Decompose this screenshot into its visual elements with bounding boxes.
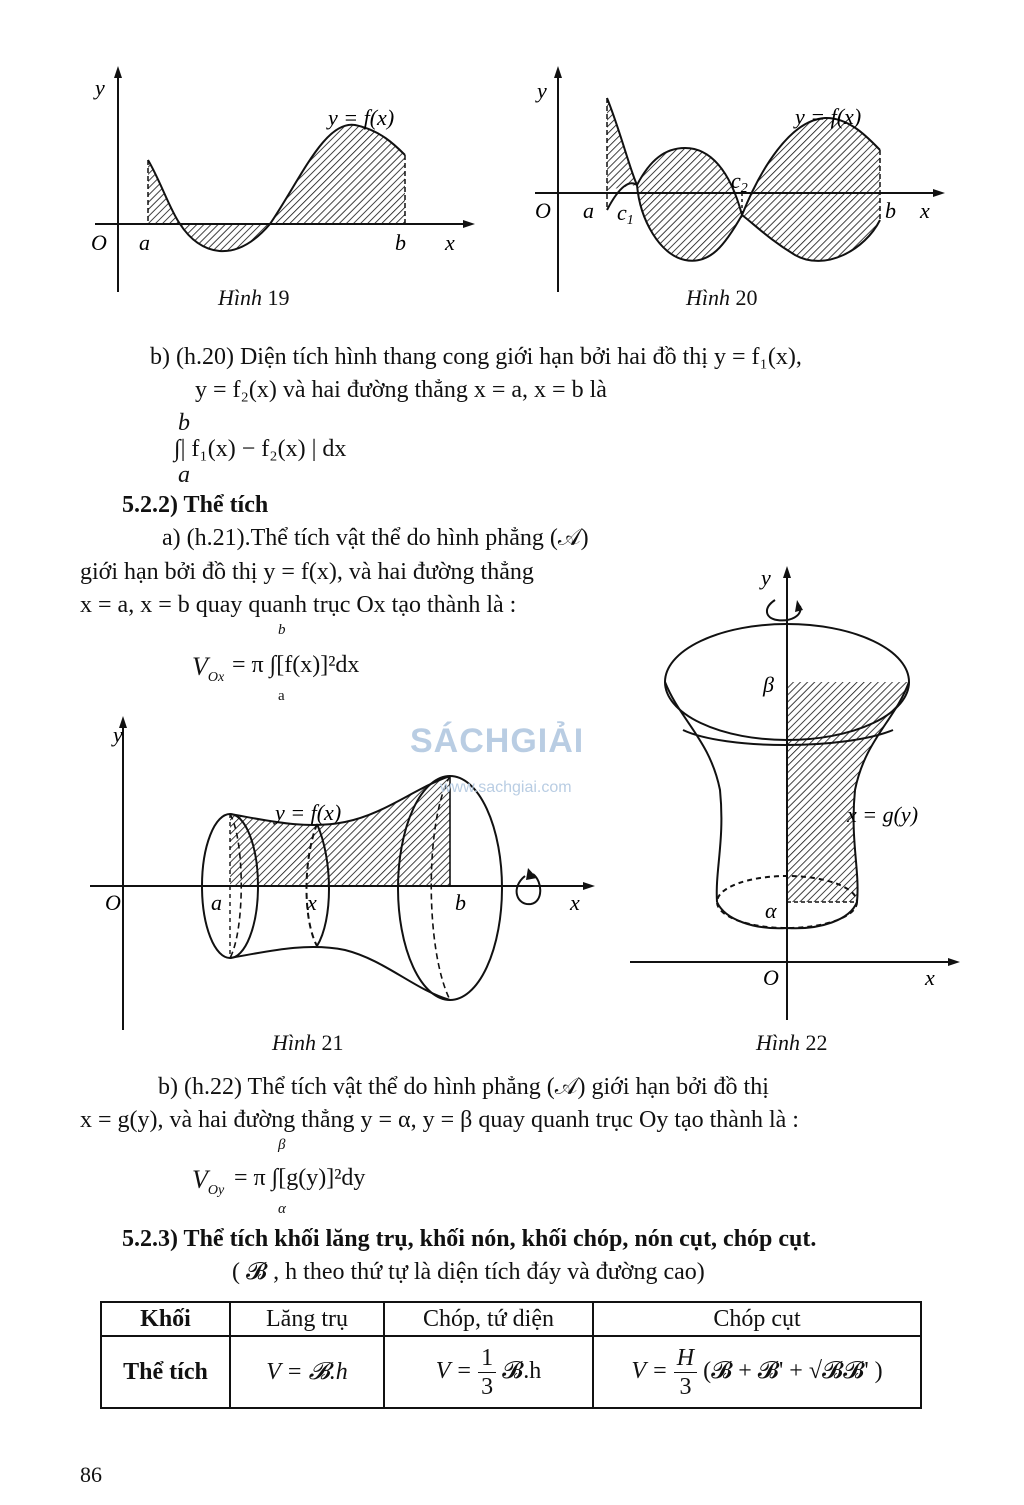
fig20-xlabel: x [920, 198, 930, 223]
fig19-caption-word: Hình [218, 285, 262, 310]
fig21-shaded-area [230, 776, 450, 886]
figure-22 [625, 560, 965, 1035]
figure-19 [85, 60, 485, 320]
fig19-func-label: y = f(x) [328, 105, 395, 130]
fig20-c1: c1 [617, 200, 634, 228]
fig20-caption-num: 20 [735, 285, 758, 310]
fig21-ylabel: y [113, 722, 123, 747]
table-cell-prism: V = 𝓑.h [230, 1336, 384, 1408]
fig21-x: x [307, 890, 317, 915]
fig21-caption [272, 1030, 344, 1056]
fig19-xlabel: x [445, 230, 455, 255]
fig22-beta: β [763, 672, 774, 697]
section-b1-line2: y = f₂(x) và hai đường thẳng x = a, x = b là [195, 377, 607, 403]
section-522-a-line2: giới hạn bởi đồ thị y = f(x), và hai đường thẳng [80, 559, 534, 585]
fig19-origin: O [91, 230, 107, 255]
watermark-url: www.sachgiai.com [440, 779, 572, 796]
section-522-heading: 5.2.2) Thể tích [122, 492, 269, 518]
fig22-xlabel: x [925, 965, 935, 990]
formula-voy-lower: α [278, 1201, 286, 1217]
formula-vox [192, 622, 422, 704]
integral1-upper: b [178, 410, 190, 436]
section-522-a-line1: a) (h.21).Thể tích vật thể do hình phẳng (𝒜) [162, 525, 589, 551]
table-cell-frustum: V = $\frac{H}{3}$ (𝓑 + 𝓑' + √𝓑𝓑' ) [593, 1336, 921, 1408]
fig22-origin: O [763, 965, 779, 990]
section-523-heading: 5.2.3) Thể tích khối lăng trụ, khối nón, khối chóp, nón cụt, chóp cụt. [122, 1226, 817, 1252]
fig21-caption-num: 21 [321, 1030, 344, 1055]
fig21-b: b [455, 890, 466, 915]
fig21-a: a [211, 890, 222, 915]
table-row-label: Thể tích [101, 1336, 230, 1408]
section-522-b-line2: x = g(y), và hai đường thẳng y = α, y = β quay quanh trục Oy tạo thành là : [80, 1107, 799, 1133]
fig21-xlabel: x [570, 890, 580, 915]
section-523-note: ( 𝓑 , h theo thứ tự là diện tích đáy và đường cao) [232, 1259, 705, 1285]
fig19-ylabel: y [95, 75, 105, 100]
integral1: ∫| f₁(x) − f₂(x) | dx [174, 436, 347, 462]
table-header-prism: Lăng trụ [230, 1302, 384, 1336]
fig20-ylabel: y [537, 78, 547, 103]
fig20-caption [686, 285, 758, 311]
figure-20 [525, 60, 965, 300]
fig19-caption-num: 19 [267, 285, 290, 310]
fig21-func-label: y = f(x) [275, 800, 342, 825]
section-522-b-line1: b) (h.22) Thể tích vật thể do hình phẳng (𝒜) giới hạn bởi đồ thị [158, 1074, 769, 1100]
table-header-block: Khối [101, 1302, 230, 1336]
fig22-caption-word: Hình [756, 1030, 800, 1055]
fig20-func-label: y = f(x) [795, 104, 862, 129]
formula-vox-lower: a [278, 688, 285, 704]
fig19-b: b [395, 230, 406, 255]
formula-vox-rhs: = π ∫[f(x)]²dx [232, 652, 360, 678]
fig22-caption [756, 1030, 828, 1056]
fig21-caption-word: Hình [272, 1030, 316, 1055]
table-cell-pyramid: V = $\frac{1}{3}$ 𝓑.h [384, 1336, 593, 1408]
page-number: 86 [80, 1462, 102, 1487]
fig19-caption [218, 285, 290, 311]
formula-voy-rhs: = π ∫[g(y)]²dy [234, 1165, 366, 1191]
integral1-lower: a [178, 462, 190, 488]
table-header-frustum: Chóp cụt [593, 1302, 921, 1336]
fig20-b: b [885, 198, 896, 223]
section-b1-line1: b) (h.20) Diện tích hình thang cong giới hạn bởi hai đồ thị y = f₁(x), [150, 344, 802, 370]
volume-table [100, 1301, 922, 1409]
fig20-c2: c2 [731, 168, 748, 196]
fig22-alpha: α [765, 898, 777, 923]
fig22-caption-num: 22 [805, 1030, 828, 1055]
fig20-caption-word: Hình [686, 285, 730, 310]
formula-vox-lhs: $V_{Ox}$ [192, 652, 225, 686]
formula-vox-upper: b [278, 622, 286, 638]
section-522-a-line3: x = a, x = b quay quanh trục Ox tạo thành là : [80, 592, 517, 618]
watermark-brand: SÁCHGIẢI [410, 722, 585, 760]
fig20-a: a [583, 198, 594, 223]
fig22-func-label: x = g(y) [847, 802, 919, 827]
fig19-a: a [139, 230, 150, 255]
formula-voy [192, 1137, 442, 1219]
table-header-pyramid: Chóp, tứ diện [384, 1302, 593, 1336]
formula-voy-upper: β [278, 1137, 286, 1153]
fig20-origin: O [535, 198, 551, 223]
formula-voy-lhs: $V_{Oy}$ [192, 1165, 225, 1199]
fig21-origin: O [105, 890, 121, 915]
fig22-ylabel: y [761, 565, 771, 590]
